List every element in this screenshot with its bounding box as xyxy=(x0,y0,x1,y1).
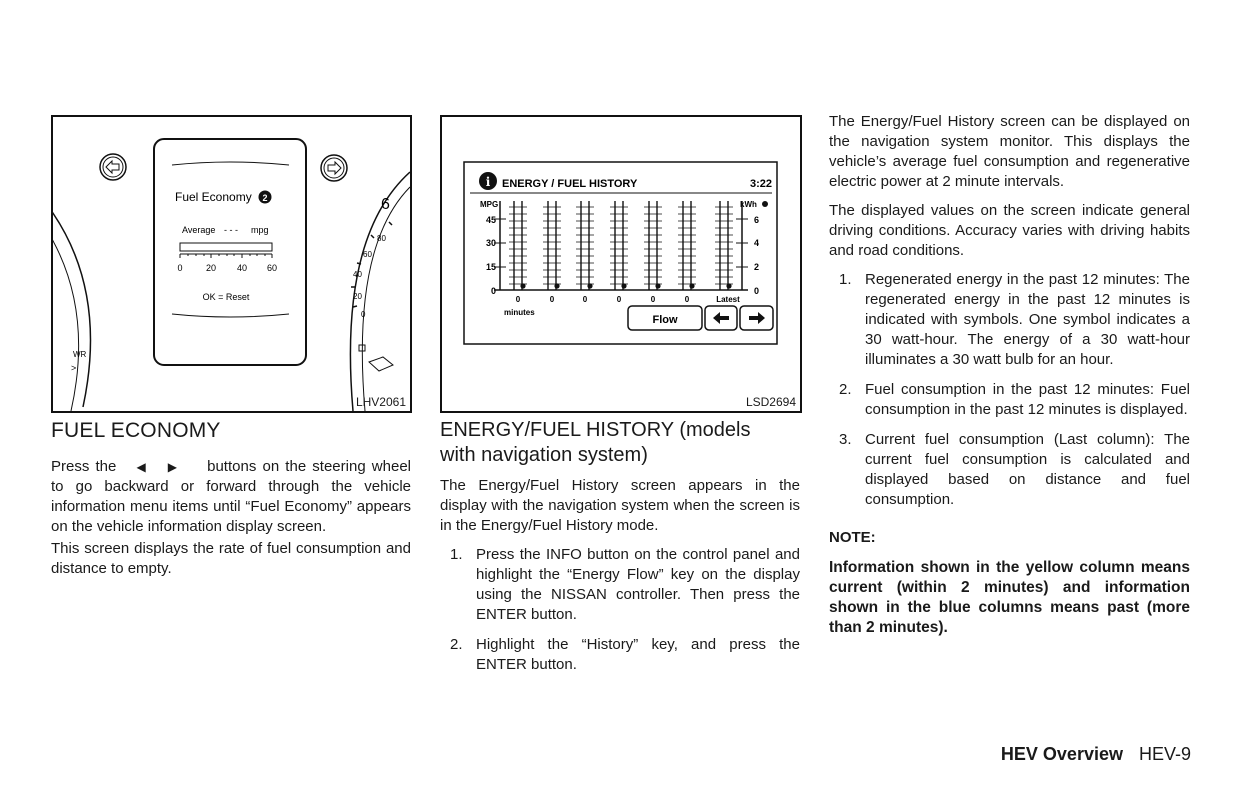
forward-triangle-icon: ▶ xyxy=(167,460,177,474)
regen-symbol-icon xyxy=(554,283,559,288)
list-item xyxy=(829,380,1190,420)
figure-energy-history xyxy=(440,115,802,413)
list-text: Regenerated energy in the past 12 minutes: The regenerated energy in the past 12 minutes is indicated with symbols. One symbol indicates a 30 watt-hour. The energy of a 30 watt-hour illuminates a 30 watt bulb for an hour. xyxy=(865,271,1190,368)
list-text: Highlight the “History” key, and press the ENTER button. xyxy=(476,636,800,673)
display-title: Fuel Economy xyxy=(175,190,252,204)
regen-symbol-icon xyxy=(689,283,694,288)
back-arrow-icon xyxy=(100,154,126,180)
energy-history-illustration xyxy=(442,117,800,411)
left-axis-tick: 15 xyxy=(485,262,496,272)
details-list xyxy=(829,270,1190,510)
right-axis-label: kWh xyxy=(740,200,757,209)
note-heading: NOTE: xyxy=(829,529,876,546)
right-gauge-arc-inner xyxy=(362,187,410,411)
screen-time: 3:22 xyxy=(749,178,772,190)
note-body: Information shown in the yellow column means current (within 2 minutes) and information shown in the blue columns means past (more than 2 minutes). xyxy=(829,559,1190,636)
average-label: Average xyxy=(182,225,216,235)
reset-label: OK = Reset xyxy=(202,292,250,302)
right-gauge-tick: 0 xyxy=(361,310,366,319)
list-number: 1. xyxy=(839,271,852,288)
bottom-value: 0 xyxy=(549,295,555,304)
latest-label: Latest xyxy=(716,295,740,304)
regen-symbol-icon xyxy=(520,283,525,288)
fuel-pump-icon xyxy=(369,357,393,371)
paragraph-text: Press the xyxy=(51,458,117,475)
scale-tick-label: 0 xyxy=(177,263,183,273)
list-number: 3. xyxy=(839,431,852,448)
back-triangle-icon: ◀ xyxy=(136,460,146,474)
list-number: 1. xyxy=(450,546,463,563)
scale-tick-label: 60 xyxy=(266,263,278,273)
heading-line: with navigation system) xyxy=(440,444,648,466)
screen-title: ENERGY / FUEL HISTORY xyxy=(502,178,638,190)
right-axis-tick: 2 xyxy=(754,262,760,272)
scale-tick-label: 40 xyxy=(236,263,248,273)
right-gauge-tick: 40 xyxy=(353,270,362,279)
figure-code: LSD2694 xyxy=(745,395,796,409)
bottom-value: 0 xyxy=(650,295,656,304)
column-fuel-economy xyxy=(51,418,411,579)
right-gauge-tick: 80 xyxy=(377,234,386,243)
flow-button-label: Flow xyxy=(652,314,678,326)
bottom-value: 0 xyxy=(684,295,690,304)
list-number: 2. xyxy=(450,636,463,653)
average-value: - - - xyxy=(224,225,238,235)
left-axis-label: MPG xyxy=(480,200,499,209)
list-item xyxy=(440,635,800,675)
list-item xyxy=(829,430,1190,510)
list-text: Press the INFO button on the control panel and highlight the “Energy Flow” key on the display using the NISSAN controller. Then press the ENTER button. xyxy=(476,546,800,623)
paragraph-intro: The Energy/Fuel History screen appears in the display with the navigation system when the screen is in the Energy/Fuel History mode. xyxy=(440,477,800,534)
regen-symbol-icon xyxy=(587,283,592,288)
regen-symbol-icon xyxy=(655,283,660,288)
list-text: Fuel consumption in the past 12 minutes: Fuel consumption in the past 12 minutes is displayed. xyxy=(865,381,1190,418)
list-text: Current fuel consumption (Last column): The current fuel consumption is calculated and displayed based on distance and fuel consumption. xyxy=(865,431,1190,508)
right-axis-tick: 6 xyxy=(754,215,760,225)
right-gauge-tick: 20 xyxy=(353,292,362,301)
regen-symbol-icon xyxy=(621,283,626,288)
page-number: HEV-9 xyxy=(1138,744,1191,764)
right-axis-tick: 4 xyxy=(754,238,760,248)
left-gauge-label: WR xyxy=(73,350,87,359)
paragraph-screen: The Energy/Fuel History screen can be displayed on the navigation system monitor. This displays the vehicle’s average fuel consumption and regenerative electric power at 2 minute intervals. xyxy=(829,113,1190,190)
figure-fuel-economy xyxy=(51,115,412,413)
kwh-symbol-icon xyxy=(762,201,768,207)
fuel-economy-illustration xyxy=(53,117,410,411)
left-gauge-chevron: > xyxy=(71,363,77,373)
left-axis-tick: 0 xyxy=(490,286,496,296)
fuel-economy-bar xyxy=(180,243,272,251)
paragraph-rate: This screen displays the rate of fuel consumption and distance to empty. xyxy=(51,540,411,577)
list-item xyxy=(829,270,1190,370)
scale-tick-label: 20 xyxy=(205,263,217,273)
average-unit: mpg xyxy=(251,225,269,235)
bottom-value: 0 xyxy=(582,295,588,304)
paragraph-text: buttons on the steering wheel to go backward or forward through the vehicle information menu items until “Fuel Economy” appears on the vehicle information display screen. xyxy=(51,458,412,535)
display-badge-number: 2 xyxy=(262,193,268,203)
right-gauge-tick: 60 xyxy=(363,250,372,259)
info-icon-glyph: i xyxy=(485,175,491,189)
column-energy-history xyxy=(440,418,800,675)
section-heading: FUEL ECONOMY xyxy=(51,419,221,442)
paragraph-accuracy: The displayed values on the screen indicate general driving conditions. Accuracy varies with driving habits and road conditions. xyxy=(829,202,1190,259)
heading-line: ENERGY/FUEL HISTORY (models xyxy=(440,419,751,441)
left-axis-tick: 45 xyxy=(485,215,496,225)
forward-arrow-icon xyxy=(321,155,347,181)
minutes-label: minutes xyxy=(504,308,535,317)
display-housing xyxy=(154,139,306,365)
paragraph-steering-buttons xyxy=(51,457,411,537)
steps-list xyxy=(440,545,800,675)
regen-symbol-icon xyxy=(726,283,731,288)
left-gauge-arc-inner xyxy=(53,187,79,411)
figure-code: LHV2061 xyxy=(355,395,406,409)
column-details xyxy=(829,112,1190,638)
list-item xyxy=(440,545,800,625)
right-gauge-big-number: 6 xyxy=(381,196,390,213)
right-axis-tick: 0 xyxy=(754,286,760,296)
bottom-value: 0 xyxy=(515,295,521,304)
left-axis-tick: 30 xyxy=(485,238,496,248)
footer-section: HEV Overview xyxy=(1000,744,1123,764)
section-heading xyxy=(440,418,800,468)
bottom-value: 0 xyxy=(616,295,622,304)
list-number: 2. xyxy=(839,381,852,398)
page-footer xyxy=(1001,744,1191,765)
